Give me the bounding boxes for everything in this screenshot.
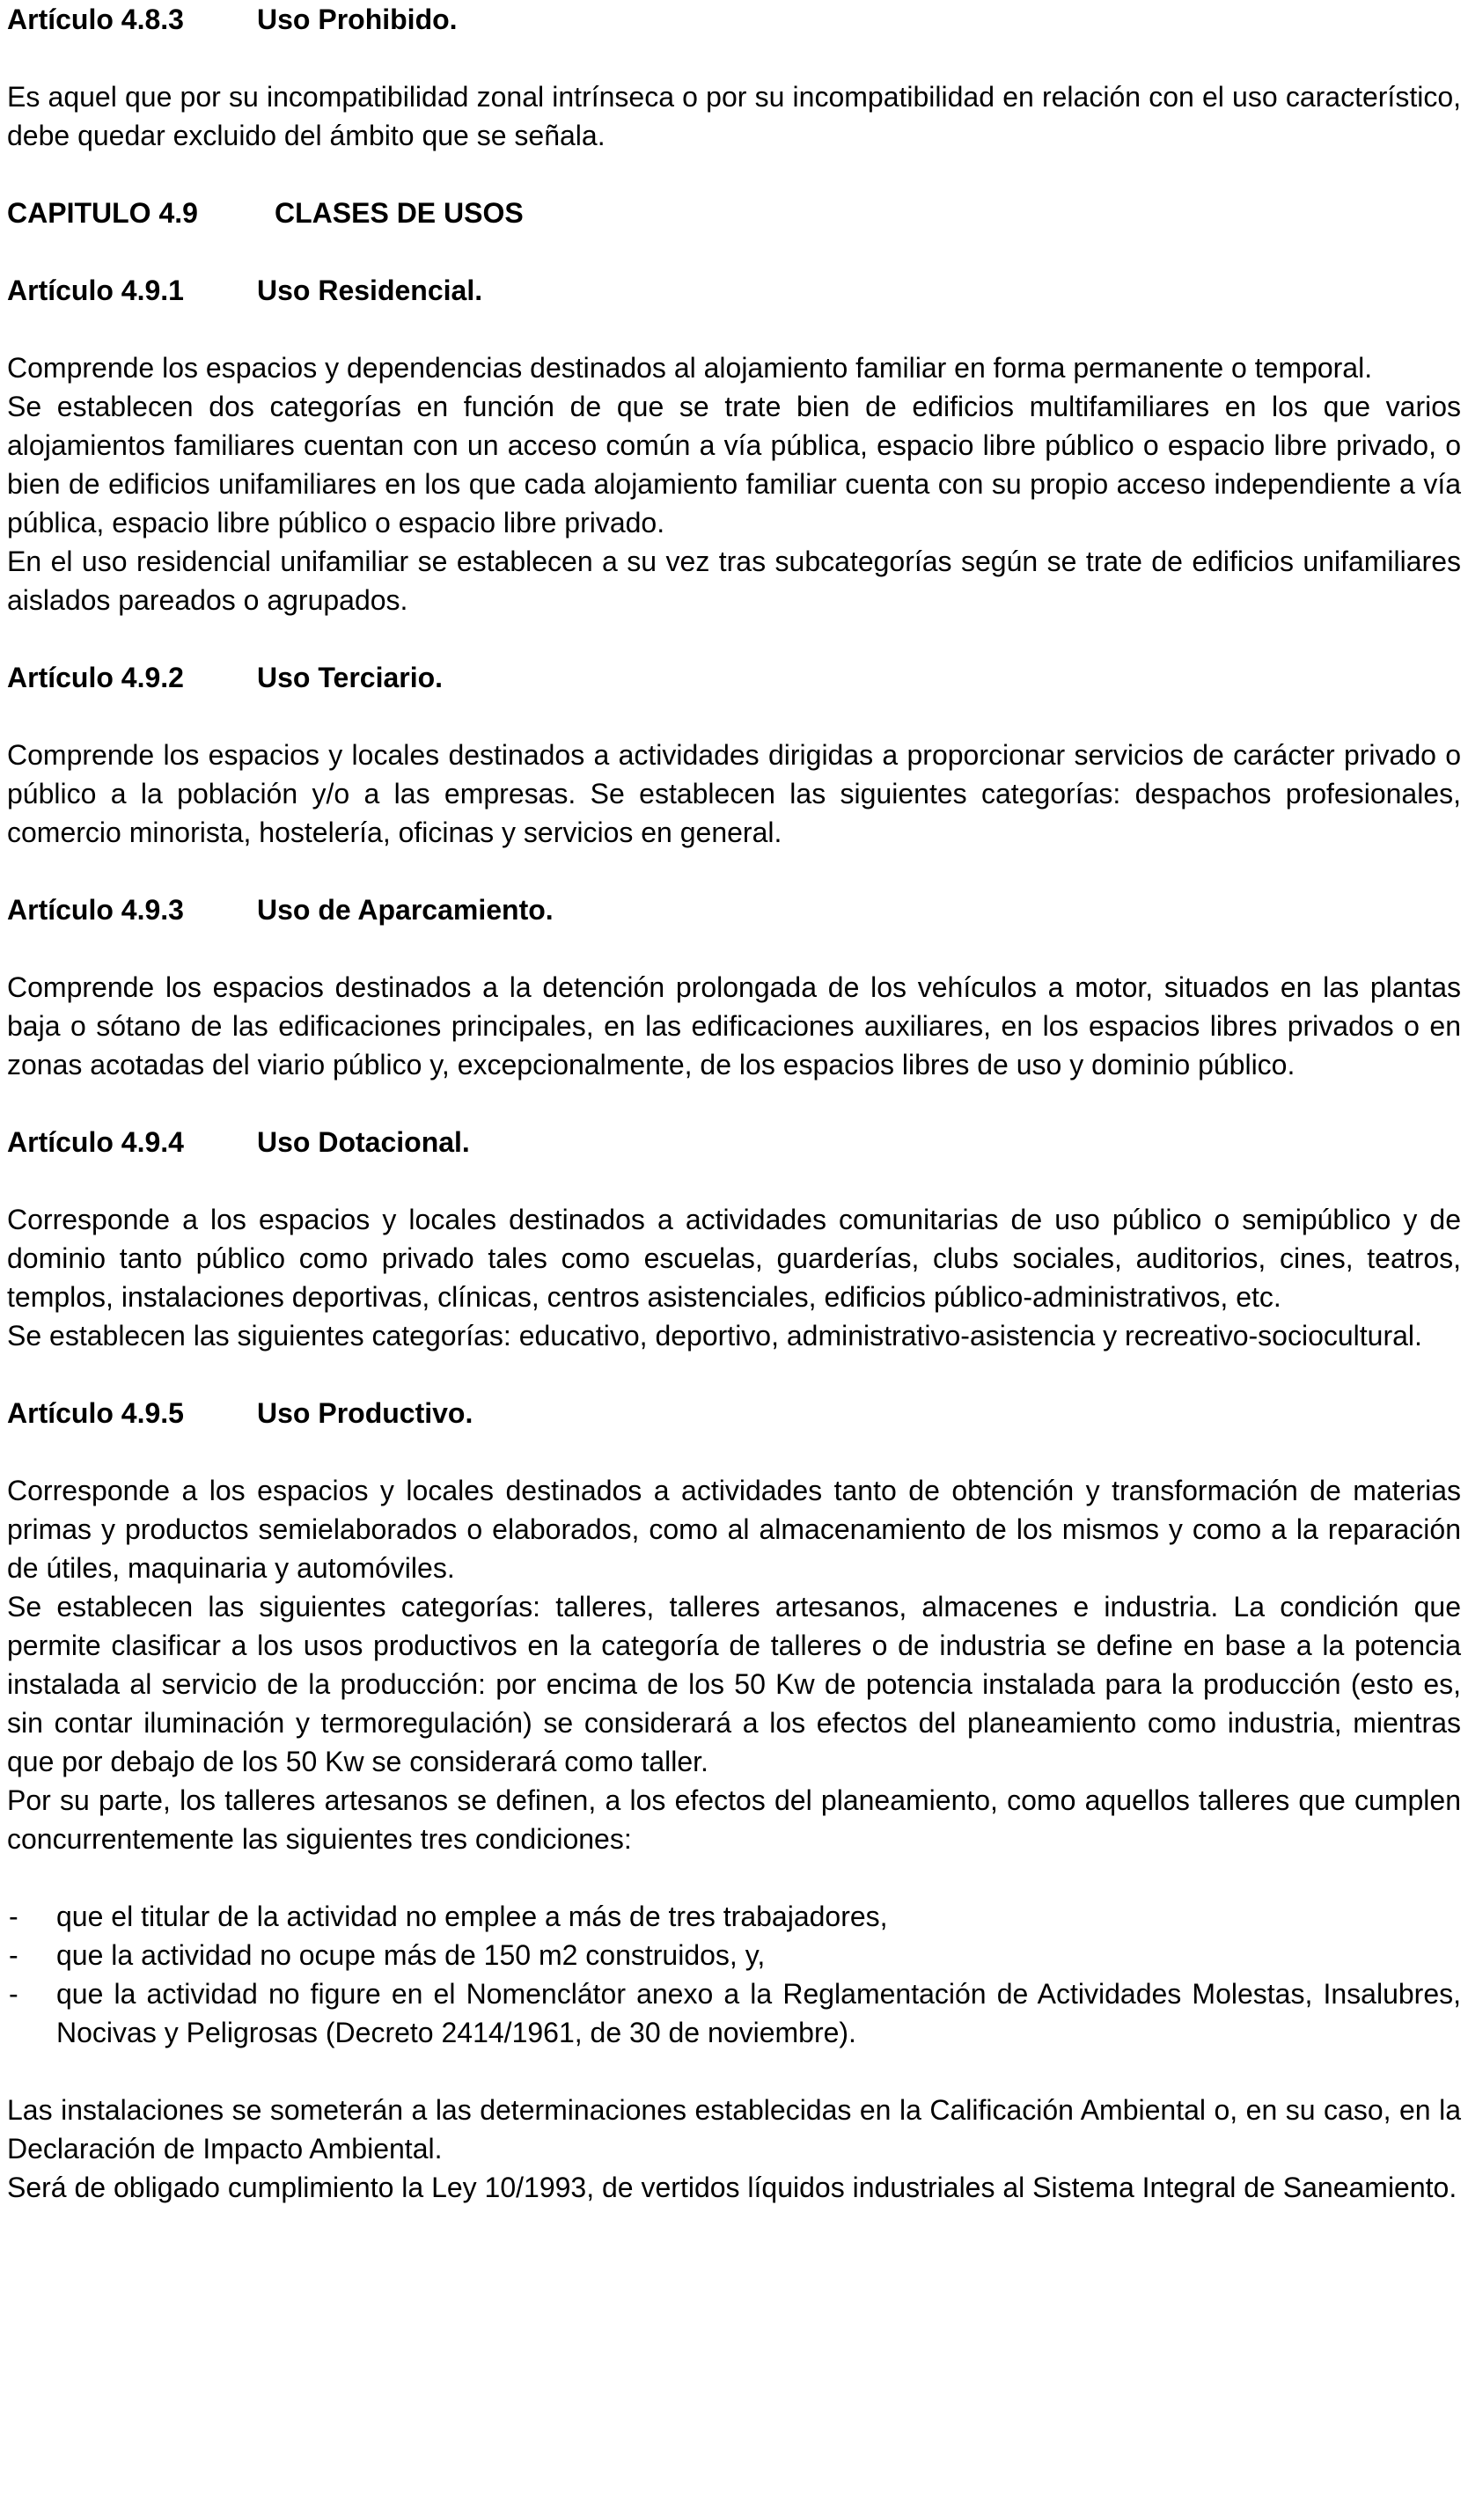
chapter-heading-4-9 [7, 194, 1461, 232]
article-heading-4-9-5 [7, 1394, 1461, 1432]
article-heading-4-9-3 [7, 890, 1461, 929]
article-title: Uso Residencial. [257, 275, 483, 306]
document-page [7, 0, 1461, 2207]
paragraph: Comprende los espacios destinados a la detención prolongada de los vehículos a motor, situados en las plantas baja o sótano de las edificaciones principales, en las edificaciones auxiliares, en los espacios libres privados o en zonas acotadas del viario público y, excepcionalmente, de los espacios libres de uso y dominio público. [7, 971, 1461, 1081]
list-item-text: que la actividad no ocupe más de 150 m2 construidos, y, [56, 1939, 766, 1971]
list-item [7, 1897, 1461, 1936]
paragraph: Corresponde a los espacios y locales destinados a actividades comunitarias de uso público o semipúblico y de dominio tanto público como privado tales como escuelas, guarderías, clubs sociales, auditorios, cines, teatros, templos, instalaciones deportivas, clínicas, centros asistenciales, edificios público-administrativos, etc. [7, 1204, 1461, 1313]
chapter-number: CAPITULO 4.9 [7, 197, 198, 229]
paragraph: En el uso residencial unifamiliar se establecen a su vez tras subcategorías según se trate de edificios unifamiliares aislados pareados o agrupados. [7, 546, 1461, 616]
article-heading-4-9-1 [7, 271, 1461, 310]
conditions-list [7, 1897, 1461, 2052]
paragraph: Se establecen las siguientes categorías: educativo, deportivo, administrativo-asistencia y recreativo-sociocultural. [7, 1320, 1422, 1352]
article-heading-4-9-2 [7, 658, 1461, 697]
paragraph: Comprende los espacios y dependencias destinados al alojamiento familiar en forma permanente o temporal. [7, 352, 1373, 384]
article-number: Artículo 4.9.2 [7, 662, 184, 693]
article-number: Artículo 4.9.4 [7, 1126, 184, 1158]
paragraph: Por su parte, los talleres artesanos se definen, a los efectos del planeamiento, como aquellos talleres que cumplen concurrentemente las siguientes tres condiciones: [7, 1784, 1461, 1855]
chapter-title: CLASES DE USOS [275, 197, 524, 229]
article-heading-4-9-4 [7, 1123, 1461, 1161]
article-title: Uso Productivo. [257, 1397, 473, 1429]
article-number: Artículo 4.8.3 [7, 4, 184, 35]
article-number: Artículo 4.9.3 [7, 894, 184, 926]
list-item-text: que la actividad no figure en el Nomenclátor anexo a la Reglamentación de Actividades Molestas, Insalubres, Nocivas y Peligrosas (Decreto 2414/1961, de 30 de noviembre). [56, 1978, 1461, 2048]
paragraph: Comprende los espacios y locales destinados a actividades dirigidas a proporcionar servicios de carácter privado o público a la población y/o a las empresas. Se establecen las siguientes categorías: despachos profesionales, comercio minorista, hostelería, oficinas y servicios en general. [7, 739, 1461, 848]
paragraph: Corresponde a los espacios y locales destinados a actividades tanto de obtención y transformación de materias primas y productos semielaborados o elaborados, como al almacenamiento de los mismos y como a la reparación de útiles, maquinaria y automóviles. [7, 1475, 1461, 1584]
article-heading-4-8-3 [7, 0, 1461, 39]
list-item-text: que el titular de la actividad no emplee a más de tres trabajadores, [56, 1901, 888, 1932]
paragraph: Será de obligado cumplimiento la Ley 10/1993, de vertidos líquidos industriales al Sistema Integral de Saneamiento. [7, 2172, 1457, 2203]
article-number: Artículo 4.9.5 [7, 1397, 184, 1429]
article-title: Uso de Aparcamiento. [257, 894, 554, 926]
paragraph: Las instalaciones se someterán a las determinaciones establecidas en la Calificación Ambiental o, en su caso, en la Declaración de Impacto Ambiental. [7, 2094, 1461, 2165]
article-number: Artículo 4.9.1 [7, 275, 184, 306]
dash-bullet: - [9, 1901, 18, 1932]
dash-bullet: - [9, 1978, 18, 2010]
dash-bullet: - [9, 1939, 18, 1971]
list-item [7, 1936, 1461, 1974]
paragraph: Es aquel que por su incompatibilidad zonal intrínseca o por su incompatibilidad en relación con el uso característico, debe quedar excluido del ámbito que se señala. [7, 81, 1461, 151]
list-item [7, 1974, 1461, 2052]
paragraph: Se establecen las siguientes categorías: talleres, talleres artesanos, almacenes e industria. La condición que permite clasificar a los usos productivos en la categoría de talleres o de industria se define en base a la potencia instalada al servicio de la producción: por encima de los 50 Kw de potencia instalada para la producción (esto es, sin contar iluminación y termoregulación) se considerará a los efectos del planeamiento como industria, mientras que por debajo de los 50 Kw se considerará como taller. [7, 1591, 1461, 1777]
paragraph: Se establecen dos categorías en función de que se trate bien de edificios multifamiliares en los que varios alojamientos familiares cuentan con un acceso común a vía pública, espacio libre público o espacio libre privado, o bien de edificios unifamiliares en los que cada alojamiento familiar cuenta con su propio acceso independiente a vía pública, espacio libre público o espacio libre privado. [7, 391, 1461, 538]
article-title: Uso Dotacional. [257, 1126, 470, 1158]
article-title: Uso Prohibido. [257, 4, 458, 35]
article-title: Uso Terciario. [257, 662, 444, 693]
